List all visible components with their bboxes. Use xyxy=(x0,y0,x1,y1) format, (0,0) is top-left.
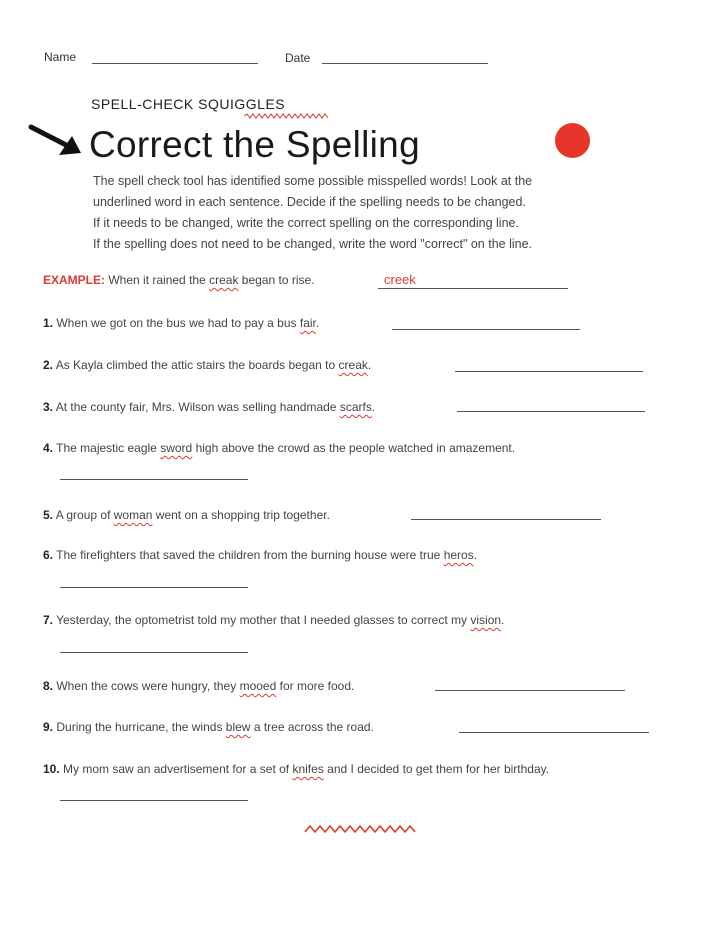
answer-line-6[interactable] xyxy=(60,587,248,588)
question-text-before: The majestic eagle xyxy=(56,441,157,455)
question-number: 6. xyxy=(43,548,54,562)
question-number: 8. xyxy=(43,679,54,693)
question-underlined-word: knifes xyxy=(292,762,324,776)
question-text-before: Yesterday, the optometrist told my mother that I needed glasses to correct my xyxy=(56,613,468,627)
question-text-before: As Kayla climbed the attic stairs the boards began to xyxy=(55,358,336,372)
answer-line-3[interactable] xyxy=(457,411,645,412)
page-title: Correct the Spelling xyxy=(89,124,420,165)
question-text-after: went on a shopping trip together. xyxy=(155,508,330,522)
question-number: 2. xyxy=(43,358,54,372)
question-10 xyxy=(43,762,549,776)
answer-line-8[interactable] xyxy=(435,690,625,691)
wavy-squiggle-icon xyxy=(304,823,416,835)
answer-line-2[interactable] xyxy=(455,371,643,372)
question-1 xyxy=(43,316,319,330)
question-text-before: When the cows were hungry, they xyxy=(56,679,237,693)
answer-line-5[interactable] xyxy=(411,519,601,520)
question-underlined-word: sword xyxy=(160,441,193,455)
question-8 xyxy=(43,679,354,693)
question-underlined-word: mooed xyxy=(239,679,277,693)
instructions xyxy=(93,171,653,255)
question-number: 5. xyxy=(43,508,54,522)
answer-line-1[interactable] xyxy=(392,329,580,330)
instruction-line: underlined word in each sentence. Decide if the spelling needs to be changed. xyxy=(93,195,526,209)
question-text-after: . xyxy=(473,548,478,562)
question-text-after: . xyxy=(315,316,320,330)
question-underlined-word: blew xyxy=(225,720,251,734)
question-text-before: A group of xyxy=(55,508,111,522)
series-title-text: SPELL-CHECK SQUIGGLES xyxy=(91,96,286,112)
question-underlined-word: vision xyxy=(470,613,502,627)
answer-line-9[interactable] xyxy=(459,732,649,733)
question-6 xyxy=(43,548,477,562)
question-text-before: When we got on the bus we had to pay a bus xyxy=(56,316,297,330)
question-4 xyxy=(43,441,515,455)
answer-line-10[interactable] xyxy=(60,800,248,801)
example-answer-line xyxy=(378,288,568,289)
question-text-before: The firefighters that saved the children from the burning house were true xyxy=(56,548,441,562)
question-3 xyxy=(43,400,375,414)
question-underlined-word: scarfs xyxy=(339,400,372,414)
example-answer: creek xyxy=(384,272,416,287)
question-number: 1. xyxy=(43,316,54,330)
question-text-after: high above the crowd as the people watched in amazement. xyxy=(195,441,516,455)
question-text-after: for more food. xyxy=(279,679,355,693)
question-number: 9. xyxy=(43,720,54,734)
example-after: began to rise. xyxy=(241,273,315,287)
example-label: EXAMPLE: xyxy=(43,273,106,287)
question-text-after: . xyxy=(501,613,505,627)
question-number: 7. xyxy=(43,613,54,627)
question-number: 3. xyxy=(43,400,54,414)
question-number: 10. xyxy=(43,762,60,776)
example-before: When it rained the xyxy=(108,273,206,287)
arrow-right-down-icon xyxy=(28,122,86,158)
question-text-before: My mom saw an advertisement for a set of xyxy=(63,762,290,776)
question-number: 4. xyxy=(43,441,54,455)
name-label: Name xyxy=(44,50,77,64)
instruction-line: If it needs to be changed, write the correct spelling on the corresponding line. xyxy=(93,216,519,230)
name-field-line[interactable] xyxy=(92,63,258,64)
question-underlined-word: creak xyxy=(338,358,368,372)
series-squiggle-icon xyxy=(244,113,330,119)
example-word: creak xyxy=(209,273,239,287)
question-text-before: During the hurricane, the winds xyxy=(56,720,223,734)
red-dot-icon xyxy=(555,123,590,158)
question-5 xyxy=(43,508,330,522)
question-text-after: . xyxy=(371,400,376,414)
question-text-after: . xyxy=(367,358,372,372)
question-7 xyxy=(43,613,504,627)
example-sentence xyxy=(43,273,315,287)
answer-line-7[interactable] xyxy=(60,652,248,653)
date-label: Date xyxy=(285,51,311,65)
date-field-line[interactable] xyxy=(322,63,488,64)
question-underlined-word: heros xyxy=(443,548,474,562)
instruction-line: If the spelling does not need to be changed, write the word "correct" on the line. xyxy=(93,237,533,251)
question-text-after: a tree across the road. xyxy=(253,720,374,734)
instruction-line: The spell check tool has identified some possible misspelled words! Look at the xyxy=(93,174,533,188)
series-title xyxy=(91,96,285,112)
question-9 xyxy=(43,720,374,734)
answer-line-4[interactable] xyxy=(60,479,248,480)
question-2 xyxy=(43,358,371,372)
question-underlined-word: fair xyxy=(299,316,316,330)
question-underlined-word: woman xyxy=(113,508,153,522)
question-text-after: and I decided to get them for her birthday. xyxy=(327,762,550,776)
question-text-before: At the county fair, Mrs. Wilson was selling handmade xyxy=(55,400,337,414)
